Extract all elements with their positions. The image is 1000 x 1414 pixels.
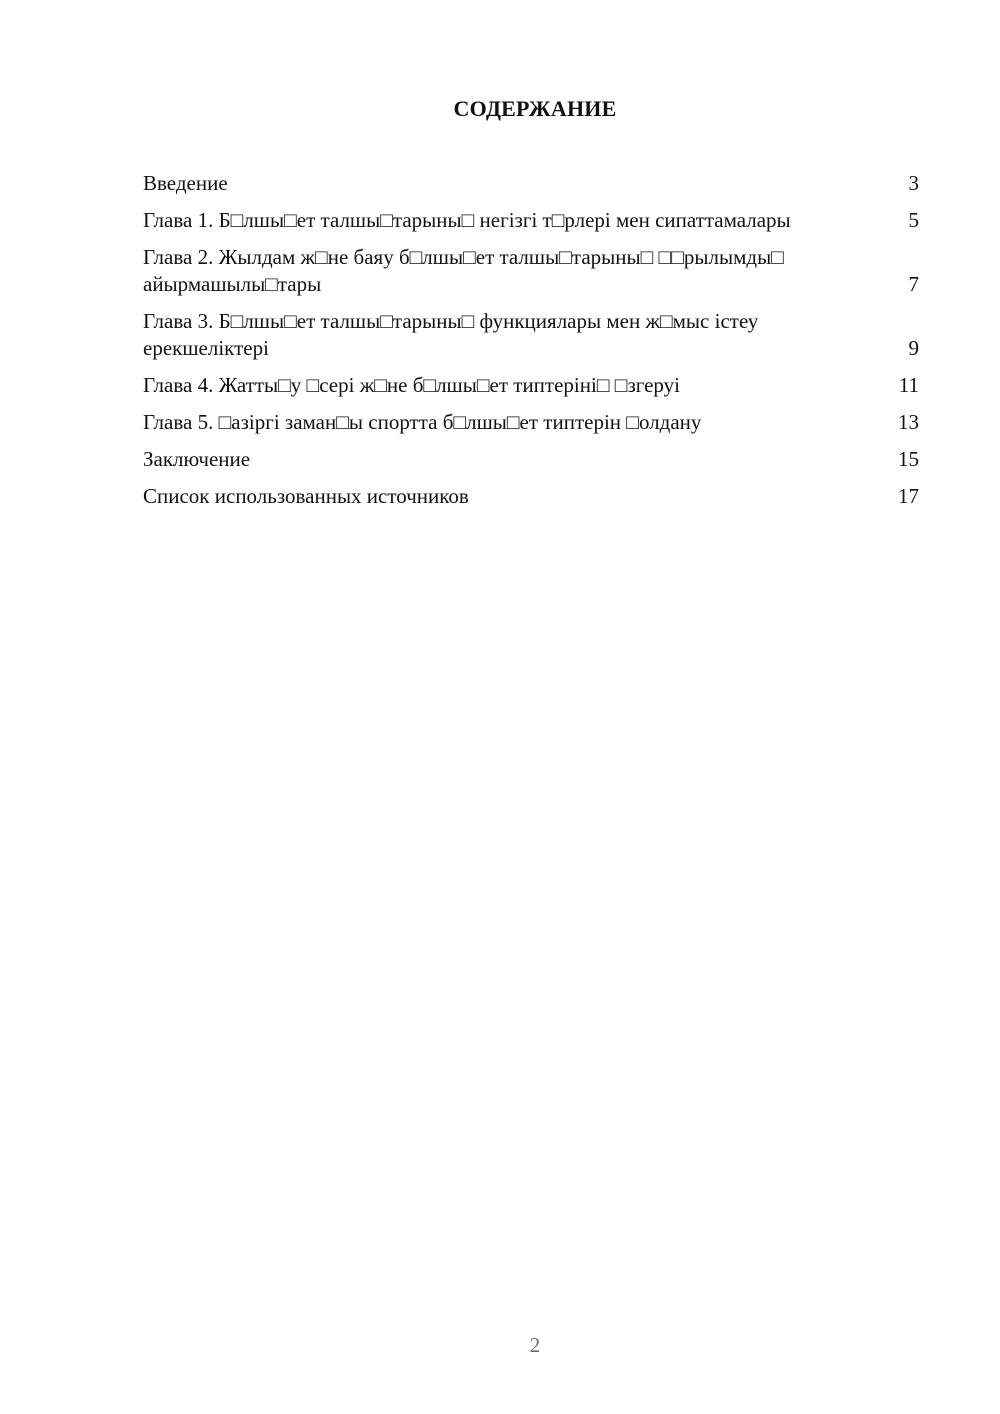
toc-entry-page: 7: [908, 272, 919, 296]
toc-entry-chapter-5: [143, 409, 919, 436]
toc-entry-text: Глава 5. □азіргі заман□ы спортта б□лшы□ет типтерін □олдану: [143, 410, 702, 434]
toc-entry-page: 5: [908, 208, 919, 232]
toc-entry-conclusion: [143, 446, 919, 473]
toc-entry-introduction: [143, 170, 919, 197]
page-number: 2: [529, 1333, 541, 1357]
toc-entry-chapter-1: [143, 207, 919, 234]
toc-entry-text: Заключение: [143, 447, 251, 471]
toc-entry-text: Введение: [143, 171, 228, 195]
table-of-contents: [143, 170, 919, 520]
toc-entry-chapter-4: [143, 372, 919, 399]
toc-entry-references: [143, 483, 919, 510]
toc-entry-text: Глава 4. Жатты□у □сері ж□не б□лшы□ет типтеріні□ □згеруі: [143, 373, 680, 397]
toc-entry-page: 9: [908, 336, 919, 360]
toc-entry-text: Список использованных источников: [143, 484, 469, 508]
toc-entry-text: Глава 3. Б□лшы□ет талшы□тарыны□ функциялары мен ж□мыс істеу ерекшеліктері: [143, 309, 759, 360]
toc-entry-page: 17: [898, 484, 919, 508]
toc-entry-page: 15: [898, 447, 919, 471]
toc-entry-text: Глава 1. Б□лшы□ет талшы□тарыны□ негізгі т□рлері мен сипаттамалары: [143, 208, 791, 232]
toc-entry-chapter-3: [143, 308, 919, 362]
toc-entry-page: 11: [898, 373, 919, 397]
toc-heading: СОДЕРЖАНИЕ: [453, 96, 617, 121]
toc-entry-page: 13: [898, 410, 919, 434]
toc-entry-page: 3: [908, 171, 919, 195]
toc-entry-chapter-2: [143, 244, 919, 298]
toc-entry-text: Глава 2. Жылдам ж□не баяу б□лшы□ет талшы□тарыны□ □□рылымды□ айырмашылы□тары: [143, 245, 784, 296]
